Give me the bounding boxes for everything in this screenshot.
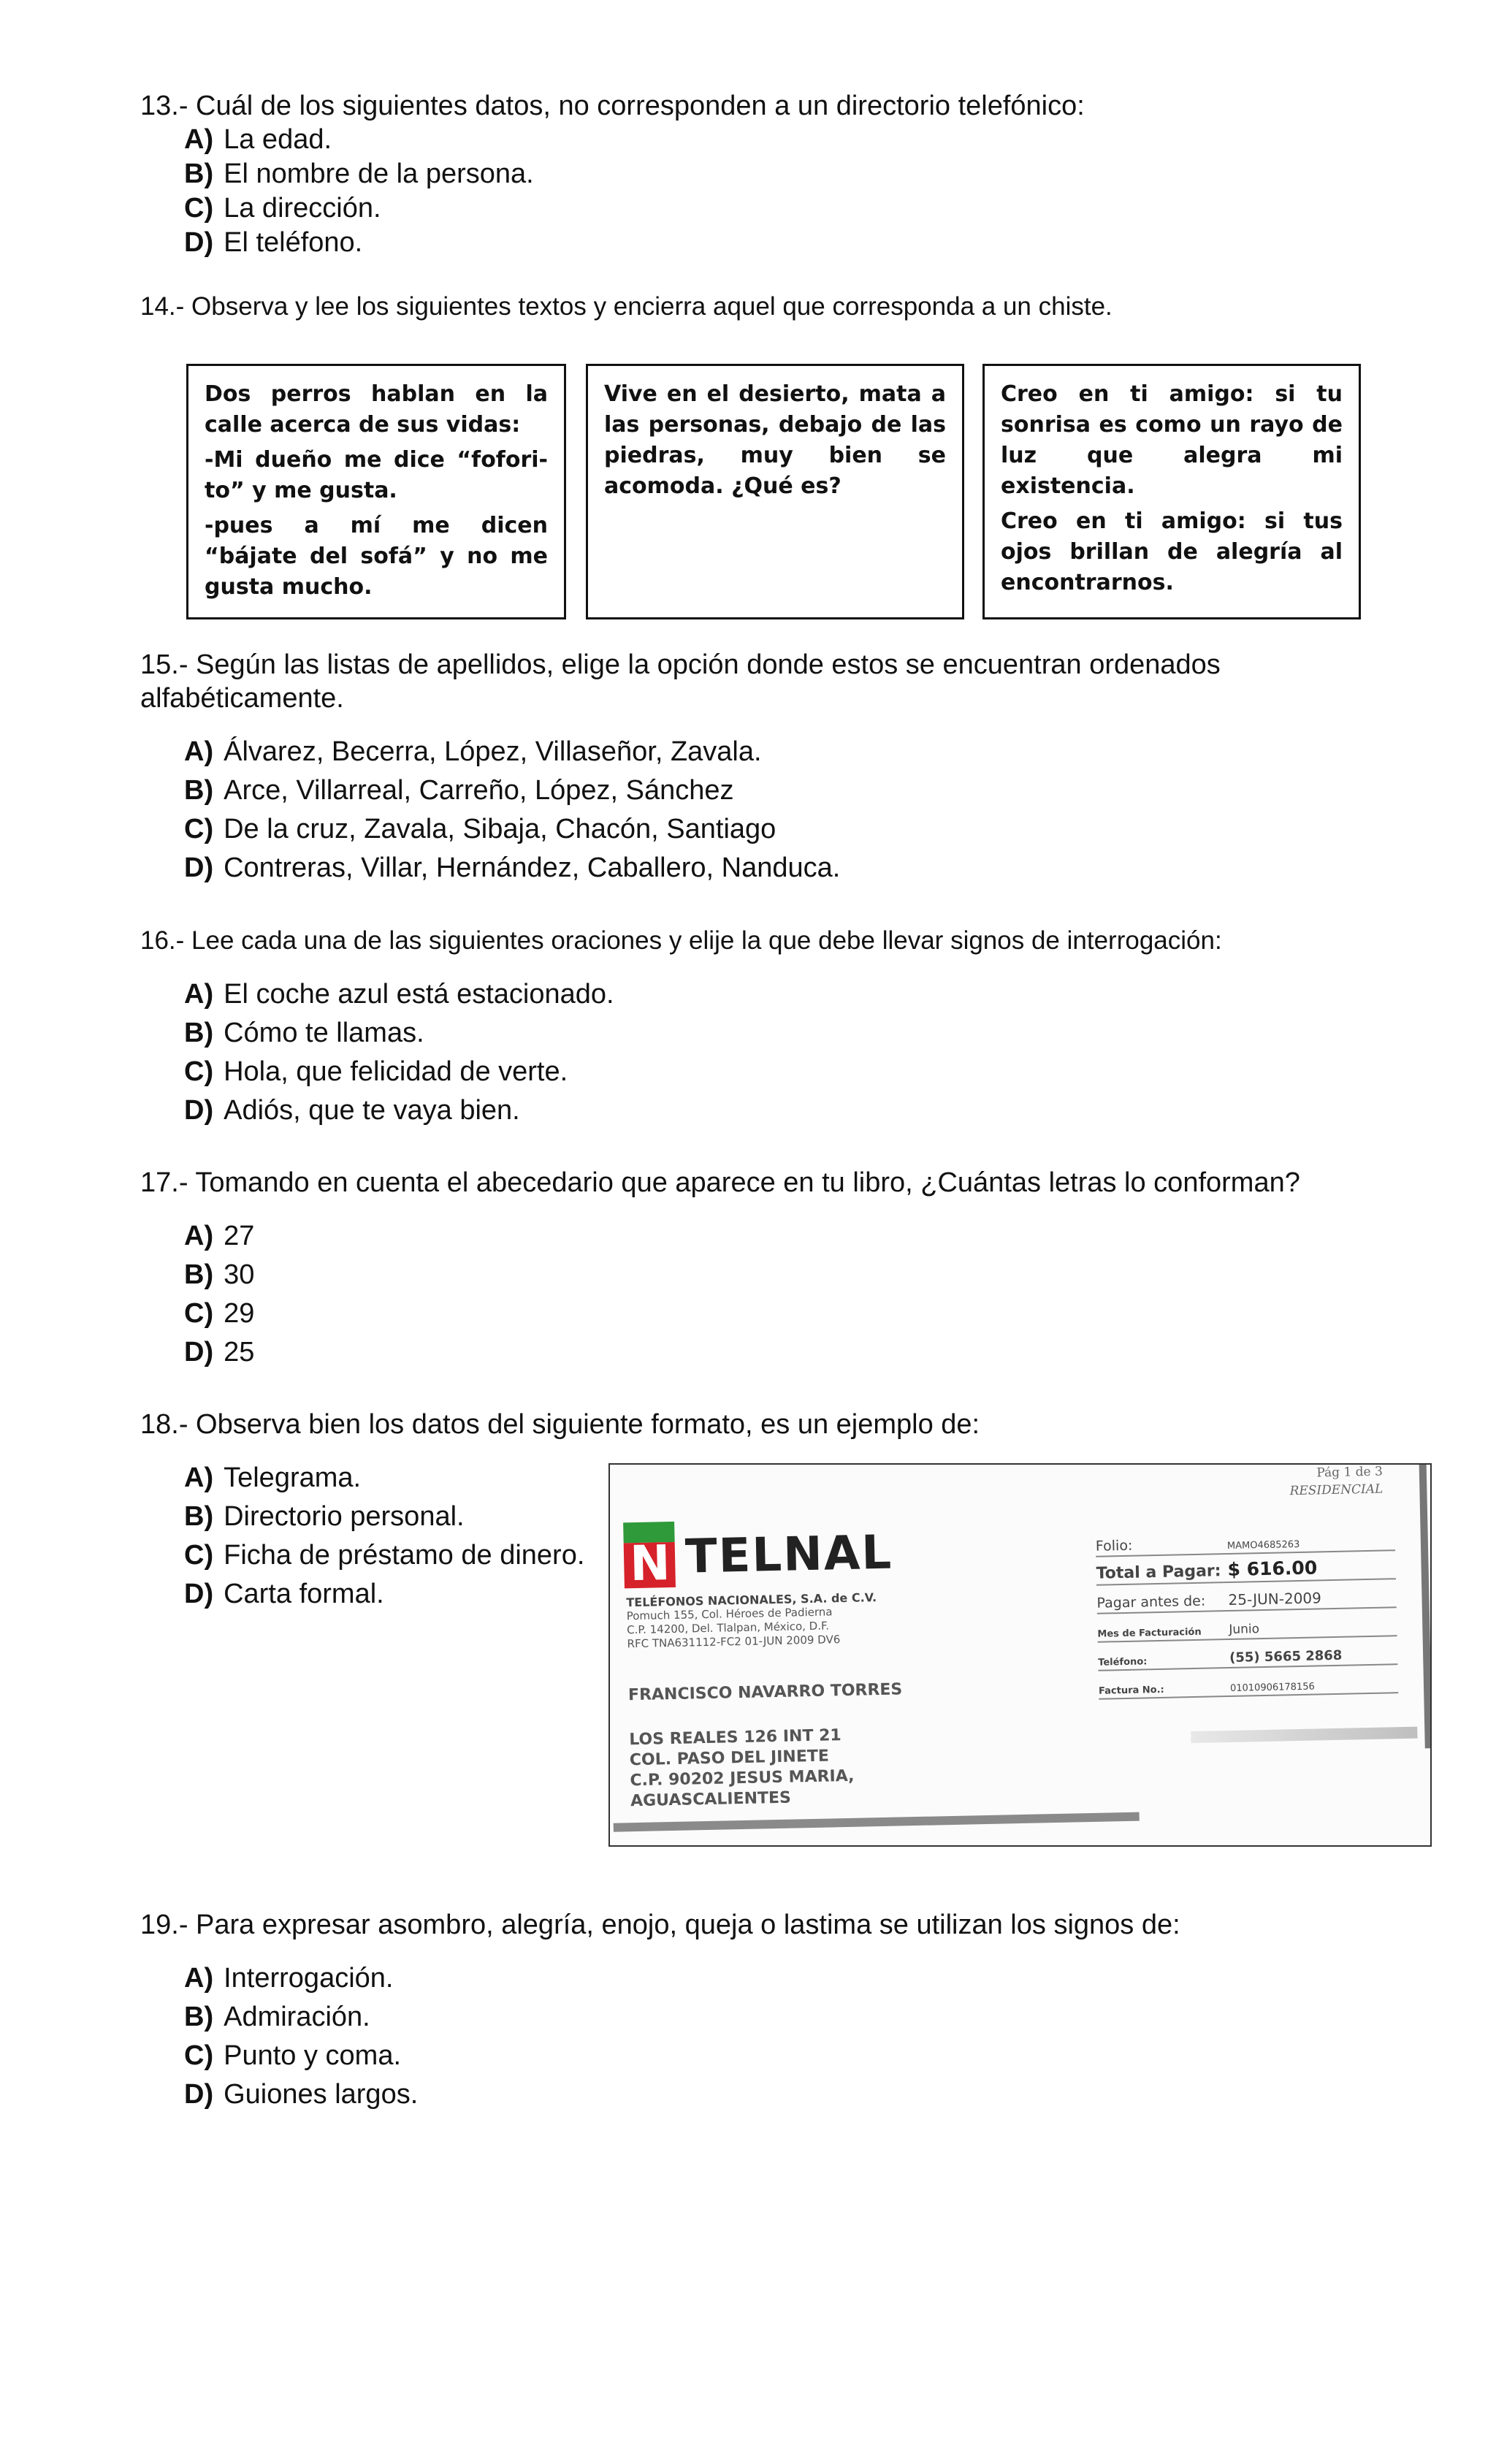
telnal-logo-mark bbox=[623, 1522, 676, 1593]
field-label: Folio: bbox=[1095, 1537, 1133, 1555]
option-d[interactable] bbox=[184, 2075, 1397, 2114]
option-letter: B) bbox=[184, 2002, 214, 2032]
option-text: Admiración. bbox=[224, 2002, 370, 2032]
option-a[interactable] bbox=[184, 1217, 1397, 1256]
question-14-text: 14.- Observa y lee los siguientes textos y encierra aquel que corresponda a un chiste. bbox=[140, 292, 1113, 321]
option-text: Cómo te llamas. bbox=[224, 1018, 424, 1048]
field-value: $ 616.00 bbox=[1227, 1557, 1318, 1581]
invoice-field bbox=[1098, 1665, 1398, 1700]
field-value: MAMO4685263 bbox=[1226, 1538, 1300, 1552]
question-13-text: 13.- Cuál de los siguientes datos, no corresponden a un directorio telefónico: bbox=[140, 91, 1085, 121]
bill-page-number: Pág 1 de 3 bbox=[1316, 1464, 1384, 1481]
option-text: 25 bbox=[224, 1337, 255, 1368]
question-14 bbox=[140, 290, 1397, 324]
box-paragraph: -Mi dueño me dice “foforito” y me gusta. bbox=[205, 447, 548, 503]
customer-name: FRANCISCO NAVARRO TORRES bbox=[627, 1680, 903, 1705]
option-letter: C) bbox=[184, 1298, 214, 1329]
option-letter: D) bbox=[184, 1579, 214, 1609]
option-letter: B) bbox=[184, 1018, 214, 1048]
box-paragraph: Creo en ti amigo: si tu sonrisa es como un rayo de luz que alegra mi existencia. bbox=[1001, 381, 1343, 499]
option-letter: A) bbox=[184, 736, 214, 767]
telephone-bill-image bbox=[608, 1463, 1432, 1847]
question-17-text: 17.- Tomando en cuenta el abecedario que aparece en tu libro, ¿Cuántas letras lo conforman? bbox=[140, 1167, 1300, 1198]
logo-letter: N bbox=[629, 1535, 671, 1593]
option-text: Ficha de préstamo de dinero. bbox=[224, 1540, 585, 1571]
text-box-poem[interactable] bbox=[982, 364, 1361, 619]
option-text: De la cruz, Zavala, Sibaja, Chacón, Santiago bbox=[224, 814, 776, 844]
option-letter: A) bbox=[184, 124, 214, 155]
customer-address-line: C.P. 90202 JESUS MARIA, bbox=[630, 1766, 855, 1790]
text-box-joke[interactable] bbox=[186, 364, 566, 619]
bill-edge-shadow bbox=[1419, 1463, 1432, 1748]
field-value: (55) 5665 2868 bbox=[1229, 1647, 1343, 1666]
option-a[interactable] bbox=[184, 123, 1397, 157]
option-letter: C) bbox=[184, 814, 214, 844]
option-text: Contreras, Villar, Hernández, Caballero, Nanduca. bbox=[224, 853, 841, 883]
bill-bottom-bar bbox=[614, 1812, 1140, 1832]
option-text: Directorio personal. bbox=[224, 1501, 465, 1532]
option-letter: D) bbox=[184, 1337, 214, 1368]
option-letter: A) bbox=[184, 1221, 214, 1251]
question-13 bbox=[140, 89, 1397, 260]
customer-address-line: COL. PASO DEL JINETE bbox=[629, 1747, 830, 1770]
field-label: Factura No.: bbox=[1098, 1684, 1164, 1697]
option-letter: B) bbox=[184, 1259, 214, 1290]
option-text: Carta formal. bbox=[224, 1579, 384, 1609]
option-letter: B) bbox=[184, 1501, 214, 1532]
option-c[interactable] bbox=[184, 1294, 1397, 1333]
option-b[interactable] bbox=[184, 771, 1397, 810]
box-paragraph: -pues a mí me dicen “bájate del sofá” y no me gusta mucho. bbox=[205, 513, 548, 600]
question-16-options bbox=[140, 975, 1397, 1130]
option-letter: D) bbox=[184, 853, 214, 883]
box-paragraph: Dos perros hablan en la calle acerca de sus vidas: bbox=[205, 381, 548, 438]
field-label: Mes de Facturación bbox=[1097, 1626, 1202, 1640]
logo-wordmark: TELNAL bbox=[684, 1525, 893, 1584]
option-letter: C) bbox=[184, 1540, 214, 1571]
question-18-text: 18.- Observa bien los datos del siguiente formato, es un ejemplo de: bbox=[140, 1409, 980, 1440]
company-address-line: Pomuch 155, Col. Héroes de Padierna bbox=[626, 1605, 833, 1623]
question-15-options bbox=[140, 733, 1397, 888]
option-letter: A) bbox=[184, 1462, 214, 1493]
option-text: El nombre de la persona. bbox=[224, 159, 534, 189]
field-value: 01010906178156 bbox=[1229, 1681, 1315, 1694]
customer-address-line: AGUASCALIENTES bbox=[630, 1788, 792, 1811]
option-letter: D) bbox=[184, 227, 214, 258]
question-19 bbox=[140, 1908, 1397, 2114]
question-17 bbox=[140, 1166, 1397, 1372]
telnal-logo bbox=[623, 1517, 902, 1593]
option-letter: D) bbox=[184, 1095, 214, 1126]
question-13-options bbox=[140, 123, 1397, 260]
option-c[interactable] bbox=[184, 2037, 1397, 2075]
option-a[interactable] bbox=[184, 1959, 1397, 1998]
question-16 bbox=[140, 924, 1397, 1130]
option-text: Adiós, que te vaya bien. bbox=[224, 1095, 520, 1126]
option-letter: B) bbox=[184, 159, 214, 189]
company-address bbox=[626, 1590, 877, 1651]
option-c[interactable] bbox=[184, 1053, 1397, 1091]
option-c[interactable] bbox=[184, 191, 1397, 226]
bill-content bbox=[608, 1463, 1432, 1847]
option-text: Interrogación. bbox=[224, 1963, 394, 1994]
question-19-options bbox=[140, 1959, 1397, 2114]
box-paragraph: Creo en ti amigo: si tus ojos brillan de alegría al encontrarnos. bbox=[1001, 508, 1343, 595]
bill-type: RESIDENCIAL bbox=[1289, 1481, 1384, 1499]
option-text: Arce, Villarreal, Carreño, López, Sánchez bbox=[224, 775, 734, 806]
bill-fade-strip bbox=[1191, 1727, 1417, 1743]
option-text: El teléfono. bbox=[224, 227, 363, 258]
box-paragraph: Vive en el desierto, mata a las personas, debajo de las piedras, muy bien se acomoda. ¿Qué es? bbox=[604, 381, 946, 499]
company-address-line: C.P. 14200, Del. Tlalpan, México, D.F. bbox=[626, 1619, 830, 1637]
customer-address bbox=[629, 1725, 855, 1812]
option-text: Hola, que felicidad de verte. bbox=[224, 1056, 568, 1087]
option-d[interactable] bbox=[184, 1091, 1397, 1130]
question-16-text: 16.- Lee cada una de las siguientes oraciones y elije la que debe llevar signos de interrogación: bbox=[140, 926, 1222, 955]
option-text: Álvarez, Becerra, López, Villaseñor, Zavala. bbox=[224, 736, 762, 767]
option-letter: C) bbox=[184, 2040, 214, 2071]
option-text: El coche azul está estacionado. bbox=[224, 979, 614, 1010]
option-letter: B) bbox=[184, 775, 214, 806]
option-text: Punto y coma. bbox=[224, 2040, 402, 2071]
question-15 bbox=[140, 648, 1397, 888]
option-b[interactable] bbox=[184, 1014, 1397, 1053]
option-c[interactable] bbox=[184, 810, 1397, 849]
bill-fields bbox=[1095, 1522, 1398, 1700]
option-letter: C) bbox=[184, 1056, 214, 1087]
option-letter: A) bbox=[184, 979, 214, 1010]
question-19-text: 19.- Para expresar asombro, alegría, enojo, queja o lastima se utilizan los signos de: bbox=[140, 1910, 1180, 1940]
company-rfc: RFC TNA631112-FC2 01-JUN 2009 DV6 bbox=[627, 1633, 841, 1651]
option-letter: C) bbox=[184, 193, 214, 224]
bill-page-info bbox=[1289, 1463, 1384, 1500]
option-text: 30 bbox=[224, 1259, 255, 1290]
company-name: TELÉFONOS NACIONALES, S.A. de C.V. bbox=[626, 1590, 877, 1610]
question-15-text: 15.- Según las listas de apellidos, elige la opción donde estos se encuentran ordenados alfabéticamente. bbox=[140, 649, 1221, 714]
field-value: 25-JUN-2009 bbox=[1228, 1589, 1322, 1609]
option-text: 27 bbox=[224, 1221, 255, 1251]
field-label: Total a Pagar: bbox=[1096, 1562, 1221, 1583]
text-box-riddle[interactable] bbox=[586, 364, 964, 619]
option-text: Telegrama. bbox=[224, 1462, 362, 1493]
field-label: Pagar antes de: bbox=[1096, 1593, 1206, 1611]
option-b[interactable] bbox=[184, 1256, 1397, 1294]
option-text: Guiones largos. bbox=[224, 2079, 419, 2110]
option-letter: A) bbox=[184, 1963, 214, 1994]
option-d[interactable] bbox=[184, 226, 1397, 260]
field-value: Junio bbox=[1229, 1622, 1260, 1638]
option-text: La edad. bbox=[224, 124, 332, 155]
field-label: Teléfono: bbox=[1098, 1656, 1148, 1668]
option-d[interactable] bbox=[184, 1333, 1397, 1372]
option-text: La dirección. bbox=[224, 193, 381, 224]
option-letter: D) bbox=[184, 2079, 214, 2110]
option-a[interactable] bbox=[184, 733, 1397, 771]
option-b[interactable] bbox=[184, 1998, 1397, 2037]
option-d[interactable] bbox=[184, 849, 1397, 888]
option-text: 29 bbox=[224, 1298, 255, 1329]
option-a[interactable] bbox=[184, 975, 1397, 1014]
question-17-options bbox=[140, 1217, 1397, 1372]
option-b[interactable] bbox=[184, 157, 1397, 191]
customer-address-line: LOS REALES 126 INT 21 bbox=[629, 1726, 842, 1750]
